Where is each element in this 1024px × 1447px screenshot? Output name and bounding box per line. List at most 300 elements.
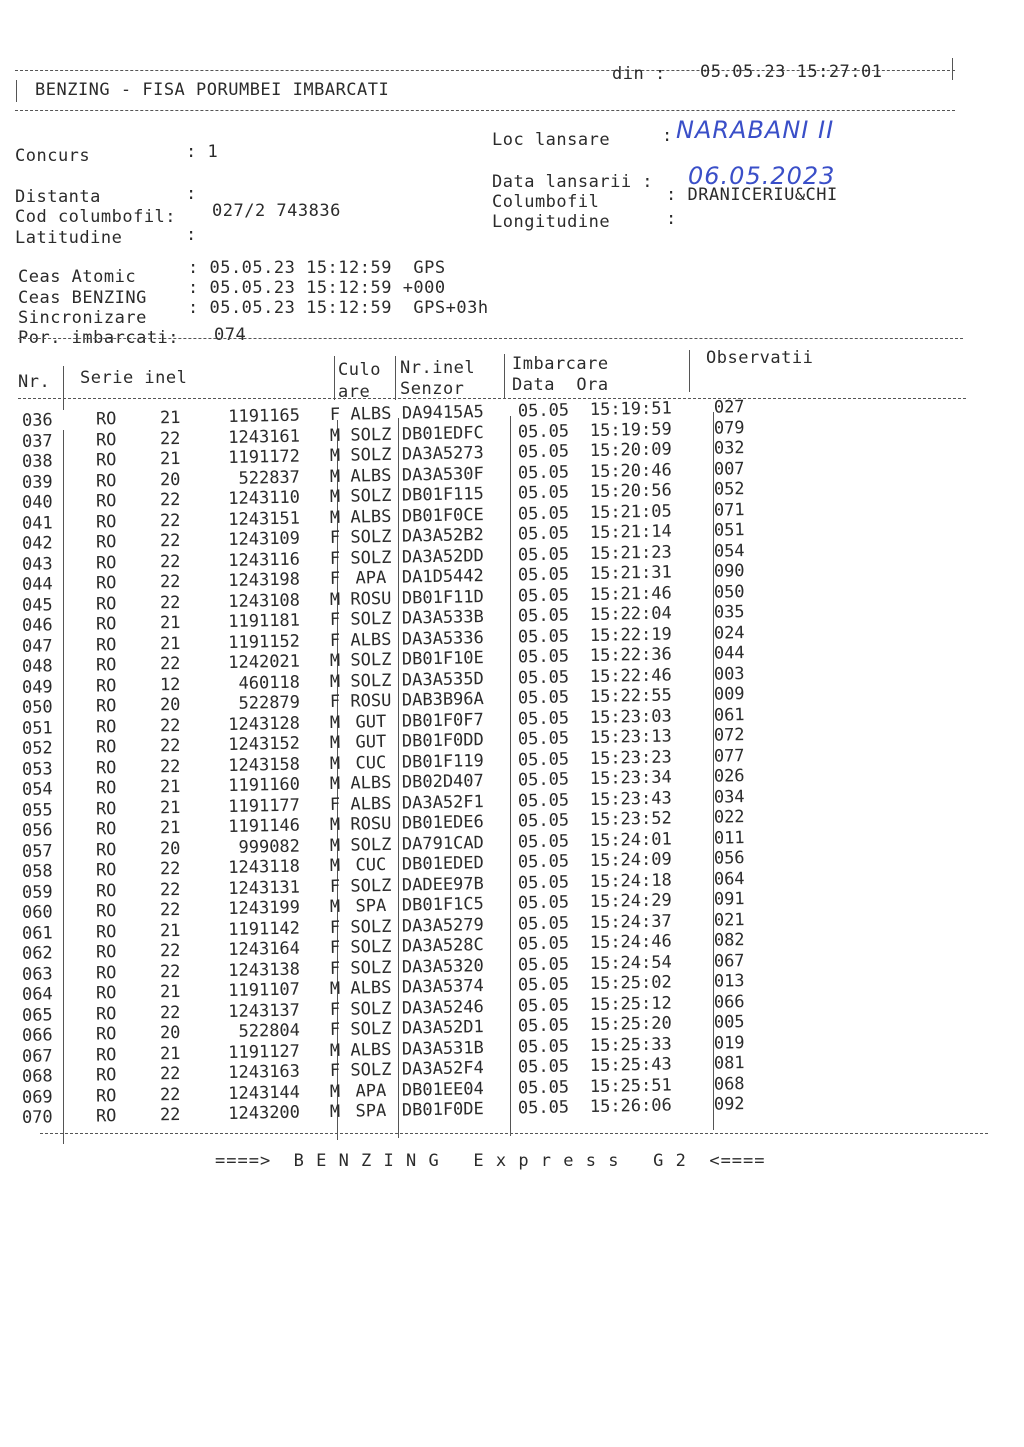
basket-time: 15:20:56 [589, 480, 672, 503]
latitudine-label: Latitudine [15, 228, 123, 248]
col-sep-imbarcare [689, 350, 690, 392]
pigeon-sex: M [329, 773, 341, 795]
basket-date: 05.05 [517, 400, 570, 422]
sensor-ring: DB01F119 [401, 750, 484, 773]
row-number: 049 [21, 676, 53, 698]
ring-year: 22 [159, 715, 181, 736]
basket-time: 15:23:23 [589, 746, 672, 769]
observation: 051 [713, 520, 745, 541]
divider-table-bottom [40, 1133, 988, 1134]
basket-date: 05.05 [517, 1015, 570, 1037]
pigeon-sex: F [329, 630, 341, 651]
ring-number: 1191146 [228, 815, 301, 837]
pigeon-color: ROSU [350, 588, 392, 610]
ring-year: 21 [159, 407, 181, 429]
basket-time: 15:24:18 [589, 869, 672, 892]
basket-date: 05.05 [517, 728, 570, 750]
observation: 009 [713, 684, 745, 705]
sensor-ring: DB01F0DD [401, 730, 484, 752]
ring-country: RO [95, 450, 117, 471]
pigeon-sex: M [329, 835, 341, 856]
basket-time: 15:24:29 [589, 890, 672, 913]
sensor-ring: DB01F0F7 [401, 709, 484, 732]
pigeon-sex: F [329, 876, 341, 897]
col-header-imbarcare-2: Data Ora [512, 375, 609, 395]
pigeon-sex: M [329, 445, 341, 467]
pigeon-sex: M [329, 650, 341, 672]
pigeon-color: SOLZ [350, 1059, 392, 1081]
basket-time: 15:25:12 [589, 992, 672, 1015]
observation: 013 [713, 971, 745, 992]
row-number: 057 [21, 840, 53, 862]
pigeon-sex: F [329, 691, 341, 713]
ring-country: RO [95, 983, 117, 1004]
observation: 054 [713, 540, 745, 562]
sensor-ring: DA791CAD [401, 832, 484, 855]
observation: 066 [713, 991, 745, 1013]
basket-time: 15:24:46 [589, 931, 672, 954]
pigeon-color: CUC [355, 752, 387, 774]
row-number: 036 [21, 410, 53, 431]
pigeon-sex: M [329, 1101, 341, 1123]
row-number: 054 [21, 779, 53, 800]
observation: 061 [713, 704, 745, 726]
row-number: 047 [21, 635, 53, 657]
columbofil-value: : DRANICERIU&CHI [666, 185, 838, 205]
basket-time: 15:23:43 [589, 787, 672, 810]
ring-year: 20 [159, 469, 181, 490]
sensor-ring: DA3A5320 [401, 955, 484, 978]
print-date-value: 05.05.23 15:27:01 [700, 62, 883, 82]
ring-country: RO [95, 655, 117, 676]
pigeon-sex: M [329, 589, 341, 610]
ring-country: RO [95, 532, 117, 553]
pigeon-color: ALBS [350, 629, 392, 651]
sensor-ring: DB01F1C5 [401, 894, 484, 916]
sensor-ring: DB01EDED [401, 853, 484, 875]
basket-date: 05.05 [517, 1035, 570, 1057]
ring-number: 1243200 [228, 1102, 301, 1124]
pigeon-color: ALBS [350, 977, 392, 999]
basket-time: 15:24:37 [589, 910, 672, 933]
observation: 082 [713, 930, 745, 951]
row-number: 066 [21, 1025, 53, 1046]
basket-time: 15:22:19 [589, 623, 672, 646]
row-number: 038 [21, 451, 53, 472]
sensor-ring: DA3A530F [401, 463, 484, 486]
ring-year: 22 [159, 879, 181, 900]
cod-columbofil-value: 027/2 743836 [212, 201, 341, 221]
ring-country: RO [95, 1065, 117, 1086]
ring-year: 22 [159, 428, 181, 449]
row-number: 046 [21, 615, 53, 636]
pigeon-color: SOLZ [350, 444, 392, 466]
basket-date: 05.05 [517, 1076, 570, 1098]
sensor-ring: DA3A5374 [401, 976, 484, 998]
basket-time: 15:21:46 [589, 582, 672, 605]
pigeon-sex: F [329, 937, 341, 959]
ring-country: RO [95, 552, 117, 574]
basket-date: 05.05 [517, 523, 570, 545]
ring-country: RO [95, 737, 117, 758]
ring-number: 1243164 [228, 938, 301, 960]
observation: 068 [713, 1073, 745, 1095]
ring-year: 20 [159, 694, 181, 716]
observation: 019 [713, 1032, 745, 1054]
longitudine-value: : [666, 209, 677, 229]
row-number: 063 [21, 963, 53, 985]
pigeon-sex: F [329, 999, 341, 1020]
pigeon-sex: F [329, 404, 341, 426]
pigeon-sex: M [329, 486, 341, 508]
observation: 034 [713, 786, 745, 808]
basket-time: 15:23:52 [589, 808, 672, 831]
col-sep-inel [504, 354, 505, 398]
pigeon-color: SOLZ [350, 547, 392, 569]
ring-year: 12 [159, 674, 181, 695]
pigeon-color: SOLZ [350, 424, 392, 446]
basket-time: 15:21:14 [589, 521, 672, 544]
basket-date: 05.05 [517, 851, 570, 873]
observation: 003 [713, 663, 745, 685]
ring-country: RO [95, 798, 117, 820]
sensor-ring: DB02D407 [401, 771, 484, 793]
ring-number: 1243137 [228, 1000, 301, 1022]
row-number: 064 [21, 984, 53, 1005]
document-title: BENZING - FISA PORUMBEI IMBARCATI [35, 80, 390, 100]
row-number: 058 [21, 861, 53, 882]
basket-date: 05.05 [517, 810, 570, 832]
pigeon-color: ROSU [350, 690, 392, 712]
row-number: 061 [21, 922, 53, 944]
row-number: 048 [21, 656, 53, 677]
row-number: 043 [21, 553, 53, 575]
ring-number: 1191152 [228, 631, 301, 653]
basket-date: 05.05 [517, 482, 570, 504]
sensor-ring: DA3A52DD [401, 545, 484, 568]
ring-number: 1191165 [228, 405, 301, 427]
columbofil-label: Columbofil [492, 192, 600, 212]
basket-time: 15:21:05 [589, 500, 672, 523]
divider-header [15, 110, 955, 111]
pigeon-color: SOLZ [350, 936, 392, 958]
sensor-ring: DB01F10E [401, 648, 484, 670]
col-header-culoare-1: Culo [338, 360, 381, 380]
observation: 067 [713, 950, 745, 972]
ring-number: 1243163 [228, 1061, 301, 1083]
pigeon-sex: M [329, 425, 341, 446]
ring-number: 460118 [238, 672, 301, 694]
longitudine-label: Longitudine [492, 212, 611, 232]
ring-country: RO [95, 757, 117, 779]
pigeon-sex: F [329, 917, 341, 938]
ceas-atomic-value: : 05.05.23 15:12:59 GPS [188, 258, 446, 278]
data-lansarii-label: Data lansarii : [492, 172, 654, 192]
basket-date: 05.05 [517, 625, 570, 647]
col-header-serie: Serie inel [80, 368, 188, 388]
ceas-benzing-label: Ceas BENZING [18, 288, 147, 308]
basket-date: 05.05 [517, 994, 570, 1016]
ring-year: 21 [159, 920, 181, 941]
ring-number: 1191142 [228, 918, 301, 940]
ring-country: RO [95, 716, 117, 738]
row-number: 039 [21, 471, 53, 493]
ring-number: 1191107 [228, 979, 301, 1001]
pigeon-color: ALBS [350, 506, 392, 528]
pigeon-sex: M [329, 896, 341, 918]
ring-year: 22 [159, 571, 181, 593]
pigeon-color: SOLZ [350, 875, 392, 897]
header-left-bar [16, 80, 17, 102]
ring-number: 1243110 [228, 487, 301, 509]
row-number: 037 [21, 430, 53, 452]
pigeon-sex: M [329, 732, 341, 754]
basket-time: 15:19:59 [589, 418, 672, 441]
pigeon-sex: M [329, 978, 341, 1000]
ring-year: 22 [159, 653, 181, 675]
basket-time: 15:24:54 [589, 951, 672, 974]
col-header-inel-1: Nr.inel [400, 358, 476, 378]
sincronizare-label: Sincronizare [18, 308, 147, 328]
row-number: 040 [21, 492, 53, 513]
pigeon-sex: M [329, 712, 341, 733]
pigeon-color: ALBS [350, 403, 392, 425]
basket-date: 05.05 [517, 461, 570, 483]
basket-date: 05.05 [517, 687, 570, 709]
pigeon-sex: M [329, 507, 341, 528]
sensor-ring: DA3A533B [401, 607, 484, 629]
ring-year: 20 [159, 838, 181, 859]
ring-country: RO [95, 1106, 117, 1127]
pigeon-color: APA [355, 567, 387, 589]
basket-time: 15:19:51 [589, 398, 672, 421]
pigeon-color: SOLZ [350, 998, 392, 1020]
ring-number: 1243161 [228, 426, 301, 448]
pigeon-color: SOLZ [350, 670, 392, 692]
basket-time: 15:24:09 [589, 849, 672, 872]
col-header-observatii: Observatii [706, 348, 814, 368]
sensor-ring: DA3A528C [401, 935, 484, 957]
basket-time: 15:25:20 [589, 1013, 672, 1036]
ring-country: RO [95, 634, 117, 656]
observation: 092 [713, 1094, 745, 1115]
ring-number: 1243144 [228, 1082, 301, 1104]
ring-country: RO [95, 778, 117, 799]
basket-time: 15:25:02 [589, 972, 672, 995]
basket-date: 05.05 [517, 441, 570, 463]
concurs-label: Concurs [15, 146, 91, 166]
ring-year: 22 [159, 735, 181, 757]
cod-columbofil-label: Cod columbofil: [15, 207, 177, 227]
col-header-imbarcare-1: Imbarcare [512, 354, 609, 374]
ring-country: RO [95, 573, 117, 594]
porumbei-imbarcati-value: 074 [214, 325, 247, 345]
observation: 022 [713, 807, 745, 828]
row-number: 060 [21, 902, 53, 923]
ring-country: RO [95, 962, 117, 984]
sensor-ring: DA3A52F1 [401, 791, 484, 814]
row-number: 055 [21, 799, 53, 821]
pigeon-sex: M [329, 855, 341, 877]
basket-time: 15:23:34 [589, 767, 672, 790]
ring-year: 22 [159, 1063, 181, 1085]
pigeon-sex: F [329, 1060, 341, 1082]
ring-year: 21 [159, 776, 181, 798]
distanta-value: : [186, 184, 197, 204]
observation: 007 [713, 458, 745, 480]
ring-number: 1243152 [228, 733, 301, 755]
ring-country: RO [95, 942, 117, 963]
basket-time: 15:20:46 [589, 459, 672, 482]
ring-country: RO [95, 819, 117, 840]
row-number: 050 [21, 697, 53, 718]
ring-country: RO [95, 409, 117, 430]
row-number: 045 [21, 594, 53, 616]
basket-date: 05.05 [517, 830, 570, 852]
ring-number: 1243128 [228, 713, 301, 735]
ring-year: 22 [159, 530, 181, 552]
ring-number: 1243109 [228, 528, 301, 550]
observation: 081 [713, 1053, 745, 1074]
pigeon-sex: F [329, 1019, 341, 1041]
observation: 035 [713, 602, 745, 623]
sensor-ring: DB01F11D [401, 586, 484, 609]
ring-number: 1191160 [228, 774, 301, 796]
sensor-ring: DA3A535D [401, 668, 484, 691]
basket-date: 05.05 [517, 584, 570, 606]
observation: 079 [713, 417, 745, 439]
pigeon-color: GUT [355, 731, 387, 753]
pigeon-color: ALBS [350, 1039, 392, 1061]
pigeon-sex: M [329, 753, 341, 774]
row-number: 059 [21, 881, 53, 903]
ring-year: 22 [159, 961, 181, 982]
ring-year: 21 [159, 1043, 181, 1064]
sensor-ring: DA3A5273 [401, 443, 484, 465]
ring-year: 22 [159, 1084, 181, 1105]
basket-time: 15:24:01 [589, 828, 672, 851]
basket-date: 05.05 [517, 789, 570, 811]
basket-date: 05.05 [517, 420, 570, 442]
basket-date: 05.05 [517, 605, 570, 627]
sensor-ring: DA3A5279 [401, 914, 484, 937]
ring-year: 22 [159, 1104, 181, 1126]
col-header-nr: Nr. [18, 372, 51, 392]
pigeon-color: APA [355, 1080, 387, 1102]
ring-year: 21 [159, 612, 181, 634]
pigeon-color: ALBS [350, 465, 392, 487]
row-number: 070 [21, 1107, 53, 1128]
ring-year: 22 [159, 489, 181, 511]
ring-country: RO [95, 491, 117, 512]
observation: 024 [713, 622, 745, 644]
ring-country: RO [95, 901, 117, 922]
row-number: 069 [21, 1086, 53, 1108]
loc-lansare-colon: : [662, 126, 673, 146]
basket-date: 05.05 [517, 707, 570, 729]
ring-year: 21 [159, 633, 181, 654]
header-right-bar [952, 58, 953, 80]
pigeon-sex: F [329, 527, 341, 549]
pigeon-color: SPA [355, 895, 387, 917]
ring-country: RO [95, 429, 117, 451]
pigeon-sex: M [329, 1040, 341, 1061]
pigeon-color: ROSU [350, 813, 392, 835]
observation: 044 [713, 643, 745, 664]
sensor-ring: DA3A52B2 [401, 525, 484, 547]
distanta-label: Distanta [15, 187, 101, 207]
ring-country: RO [95, 1085, 117, 1107]
row-number: 041 [21, 512, 53, 534]
observation: 072 [713, 725, 745, 746]
ring-number: 1191127 [228, 1041, 301, 1063]
ring-year: 22 [159, 940, 181, 962]
observation: 005 [713, 1012, 745, 1033]
observation: 032 [713, 438, 745, 459]
pigeon-sex: M [329, 466, 341, 487]
sensor-ring: DB01F0CE [401, 504, 484, 527]
ring-number: 1242021 [228, 651, 301, 673]
observation: 071 [713, 499, 745, 521]
basket-time: 15:22:46 [589, 664, 672, 687]
sensor-ring: DB01EE04 [401, 1078, 484, 1101]
basket-date: 05.05 [517, 543, 570, 565]
observation: 027 [713, 397, 745, 418]
pigeon-table-body [18, 397, 778, 1129]
pigeon-color: SOLZ [350, 957, 392, 979]
ring-number: 522804 [238, 1020, 301, 1042]
row-number: 056 [21, 820, 53, 841]
ring-year: 21 [159, 797, 181, 818]
ring-year: 22 [159, 551, 181, 572]
basket-date: 05.05 [517, 871, 570, 893]
sensor-ring: DA1D5442 [401, 566, 484, 588]
basket-date: 05.05 [517, 974, 570, 996]
basket-time: 15:26:06 [589, 1095, 672, 1118]
basket-date: 05.05 [517, 912, 570, 934]
pigeon-sex: F [329, 794, 341, 815]
ring-country: RO [95, 860, 117, 881]
ring-country: RO [95, 470, 117, 492]
pigeon-color: SOLZ [350, 526, 392, 548]
ring-number: 1243118 [228, 856, 301, 878]
basket-date: 05.05 [517, 1097, 570, 1119]
ring-country: RO [95, 593, 117, 615]
pigeon-sex: F [329, 958, 341, 979]
loc-lansare-label: Loc lansare [492, 130, 611, 150]
col-sep-nr [63, 366, 64, 410]
basket-date: 05.05 [517, 1056, 570, 1078]
basket-date: 05.05 [517, 892, 570, 914]
sensor-ring: DB01F115 [401, 484, 484, 506]
sincronizare-value: : 05.05.23 15:12:59 GPS+03h [188, 298, 489, 318]
basket-time: 15:25:43 [589, 1054, 672, 1077]
col-sep-serie [334, 356, 335, 400]
ring-year: 22 [159, 858, 181, 880]
observation: 011 [713, 827, 745, 849]
observation: 064 [713, 868, 745, 890]
row-number: 052 [21, 738, 53, 759]
ceas-benzing-value: : 05.05.23 15:12:59 +000 [188, 278, 446, 298]
basket-date: 05.05 [517, 666, 570, 688]
loc-lansare-handwritten: NARABANI II [676, 116, 835, 144]
ring-number: 1243158 [228, 754, 301, 776]
observation: 052 [713, 479, 745, 500]
pigeon-color: SOLZ [350, 916, 392, 938]
row-number: 044 [21, 574, 53, 595]
ring-country: RO [95, 921, 117, 943]
observation: 091 [713, 889, 745, 910]
